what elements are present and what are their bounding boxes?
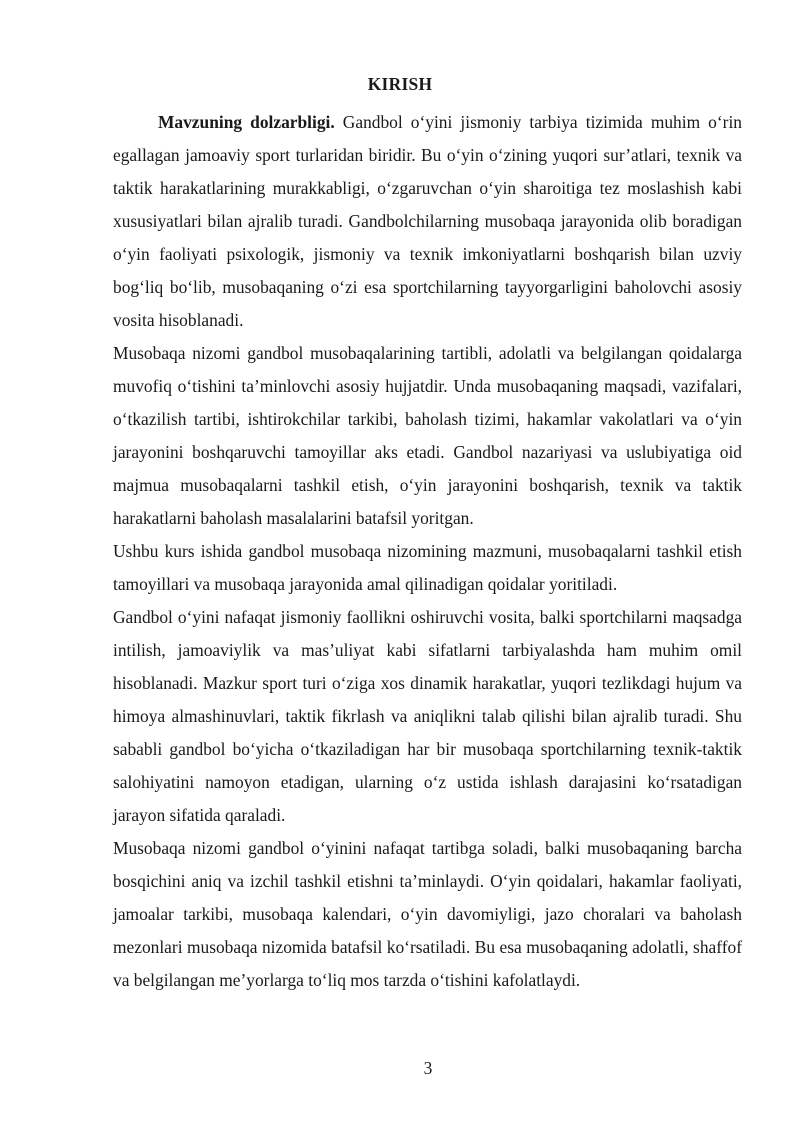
paragraph-5: Musobaqa nizomi gandbol o‘yinini nafaqat tartibga soladi, balki musobaqaning barcha bosqichini aniq va izchil tashkil etishni ta’minlaydi. O‘yin qoidalari, hakamlar faoliyati, jamoalar tarkibi, musobaqa kalendari, o‘yin davomiyligi, jazo choralari va baholash mezonlari musobaqa nizomida batafsil ko‘rsatiladi. Bu esa musobaqaning adolatli, shaffof va belgilangan me’yorlarga to‘liq mos tarzda o‘tishini kafolatlaydi. — [113, 838, 742, 990]
paragraph-lead: Mavzuning dolzarbligi. — [158, 112, 335, 132]
paragraph-1 — [113, 106, 742, 337]
paragraph-4: Gandbol o‘yini nafaqat jismoniy faollikni oshiruvchi vosita, balki sportchilarni maqsadga intilish, jamoaviylik va mas’uliyat kabi sifatlarni tarbiyalashda ham muhim omil hisoblanadi. Mazkur sport turi o‘ziga xos dinamik harakatlar, yuqori tezlikdagi hujum va himoya almashinuvlari, taktik fikrlash va aniqlikni talab qilishi bilan ajralib turadi. Shu sababli gandbol bo‘yicha o‘tkaziladigan har bir musobaqa sportchilarning texnik-taktik salohiyatini namoyon etadigan, ularning o‘z ustida ishlash darajasini ko‘rsatadigan jarayon sifatida qaraladi. — [113, 607, 742, 825]
document-body — [113, 106, 742, 997]
paragraph-text: Gandbol o‘yini jismoniy tarbiya tizimida muhim o‘rin egallagan jamoaviy sport turlaridan biridir. Bu o‘yin o‘zining yuqori sur’atlari, texnik va taktik harakatlarining murakkabligi, o‘zgaruvchan o‘yin sharoitiga tez moslashish kabi xususiyatlari bilan ajralib turadi. Gandbolchilarning musobaqa jarayonida olib boradigan o‘yin faoliyati psixologik, jismoniy va texnik imkoniyatlarni boshqarish bilan uzviy bog‘liq bo‘lib, musobaqaning o‘zi esa sportchilarning tayyorgarligini baholovchi asosiy vosita hisoblanadi. — [113, 112, 742, 330]
page-number: 3 — [423, 1058, 433, 1078]
paragraph-2: Musobaqa nizomi gandbol musobaqalarining tartibli, adolatli va belgilangan qoidalarga muvofiq o‘tishini ta’minlovchi asosiy hujjatdir. Unda musobaqaning maqsadi, vazifalari, o‘tkazilish tartibi, ishtirokchilar tarkibi, baholash tizimi, hakamlar vakolatlari va o‘yin jarayonini boshqaruvchi tamoyillar aks etadi. Gandbol nazariyasi va uslubiyatiga oid majmua musobaqalarni tashkil etish, o‘yin jarayonini boshqarish, texnik va taktik harakatlarni baholash masalalarini batafsil yoritgan. — [113, 343, 742, 528]
paragraph-3: Ushbu kurs ishida gandbol musobaqa nizomining mazmuni, musobaqalarni tashkil etish tamoyillari va musobaqa jarayonida amal qilinadigan qoidalar yoritiladi. — [113, 541, 742, 594]
section-title: KIRISH — [367, 74, 433, 94]
